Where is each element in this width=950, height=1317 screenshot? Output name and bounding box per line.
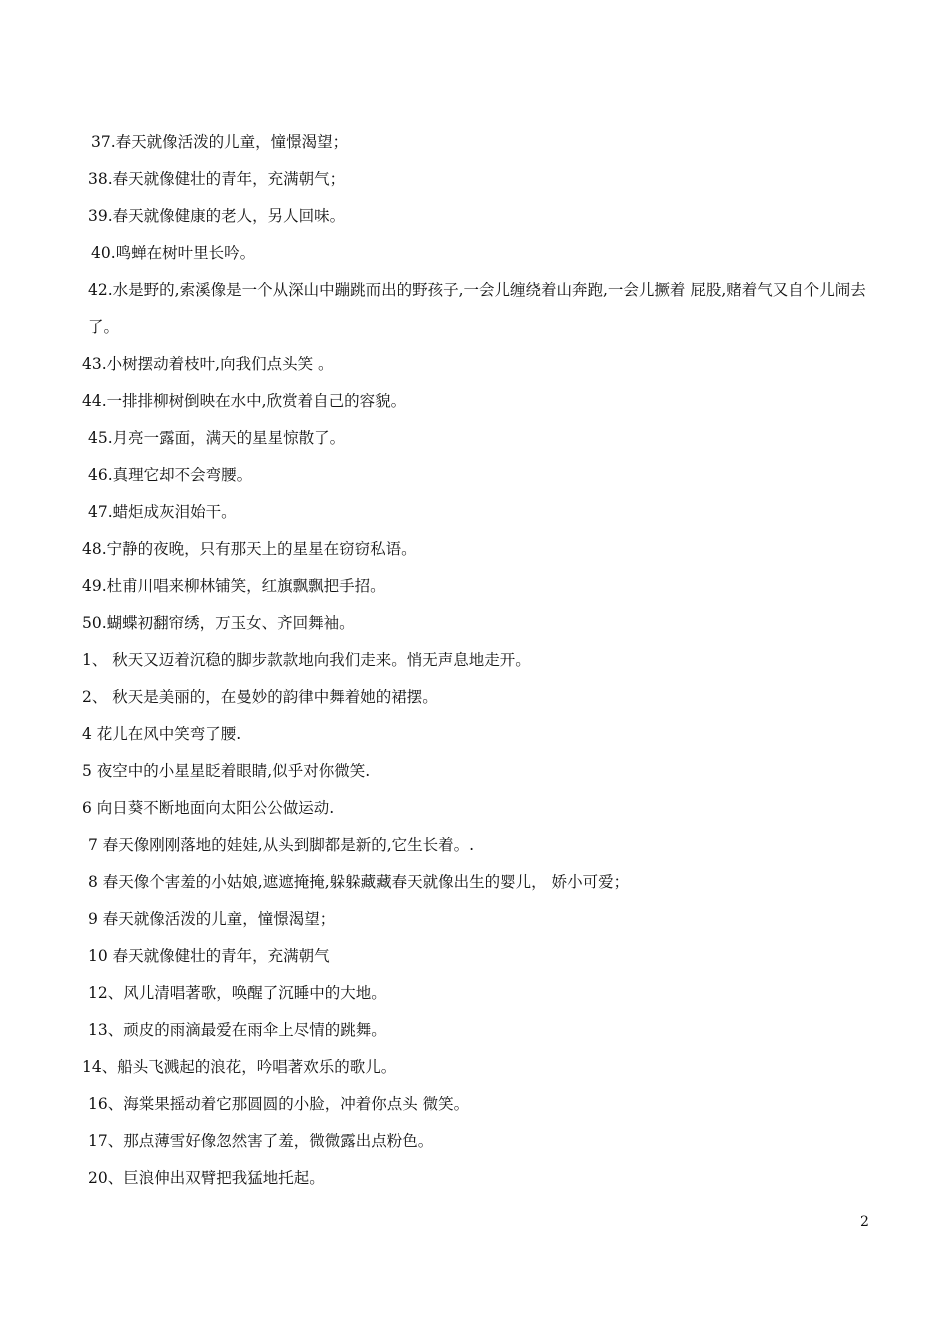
sentence-line: 4 花儿在风中笑弯了腰. <box>82 725 242 743</box>
sentence-line: 50.蝴蝶初翻帘绣，万玉女、齐回舞袖。 <box>82 614 355 632</box>
sentence-line: 7 春天像刚刚落地的娃娃,从头到脚都是新的,它生长着。. <box>88 836 475 854</box>
sentence-line: 49.杜甫川唱来柳林铺笑，红旗飘飘把手招。 <box>82 577 386 595</box>
sentence-line: 17、那点薄雪好像忽然害了羞，微微露出点粉色。 <box>88 1132 434 1150</box>
sentence-line: 45.月亮一露面，满天的星星惊散了。 <box>88 429 346 447</box>
sentence-line: 10 春天就像健壮的青年，充满朝气 <box>88 947 330 965</box>
sentence-line: 6 向日葵不断地面向太阳公公做运动. <box>82 799 335 817</box>
sentence-line: 12、风儿清唱著歌，唤醒了沉睡中的大地。 <box>88 984 387 1002</box>
sentence-line: 48.宁静的夜晚，只有那天上的星星在窃窃私语。 <box>82 540 417 558</box>
sentence-line: 8 春天像个害羞的小姑娘,遮遮掩掩,躲躲藏藏春天就像出生的婴儿， 娇小可爱； <box>88 873 630 891</box>
sentence-line: 40.鸣蝉在树叶里长吟。 <box>91 244 256 262</box>
page-number: 2 <box>860 1214 869 1230</box>
sentence-line: 37.春天就像活泼的儿童，憧憬渴望； <box>91 133 349 151</box>
sentence-list <box>82 124 882 1197</box>
sentence-line: 47.蜡炬成灰泪始干。 <box>88 503 237 521</box>
sentence-line: 44.一排排柳树倒映在水中,欣赏着自己的容貌。 <box>82 392 407 410</box>
sentence-line: 2、 秋天是美丽的，在曼妙的韵律中舞着她的裙摆。 <box>82 688 438 706</box>
sentence-line: 46.真理它却不会弯腰。 <box>88 466 253 484</box>
sentence-line: 9 春天就像活泼的儿童，憧憬渴望； <box>88 910 336 928</box>
sentence-line: 13、顽皮的雨滴最爱在雨伞上尽情的跳舞。 <box>88 1021 387 1039</box>
sentence-line: 5 夜空中的小星星眨着眼睛,似乎对你微笑. <box>82 762 371 780</box>
sentence-line: 14、船头飞溅起的浪花，吟唱著欢乐的歌儿。 <box>82 1058 397 1076</box>
sentence-line: 16、海棠果摇动着它那圆圆的小脸，冲着你点头 微笑。 <box>88 1095 470 1113</box>
sentence-line: 42.水是野的,索溪像是一个从深山中蹦跳而出的野孩子,一会儿缠绕着山奔跑,一会儿撅着 屁股,赌着气又自个儿闹去了。 <box>88 281 866 336</box>
sentence-line: 39.春天就像健康的老人，另人回味。 <box>88 207 346 225</box>
sentence-line: 20、巨浪伸出双臂把我猛地托起。 <box>88 1169 325 1187</box>
sentence-line: 38.春天就像健壮的青年，充满朝气； <box>88 170 346 188</box>
sentence-line: 1、 秋天又迈着沉稳的脚步款款地向我们走来。悄无声息地走开。 <box>82 651 531 669</box>
sentence-line: 43.小树摆动着枝叶,向我们点头笑 。 <box>82 355 334 373</box>
